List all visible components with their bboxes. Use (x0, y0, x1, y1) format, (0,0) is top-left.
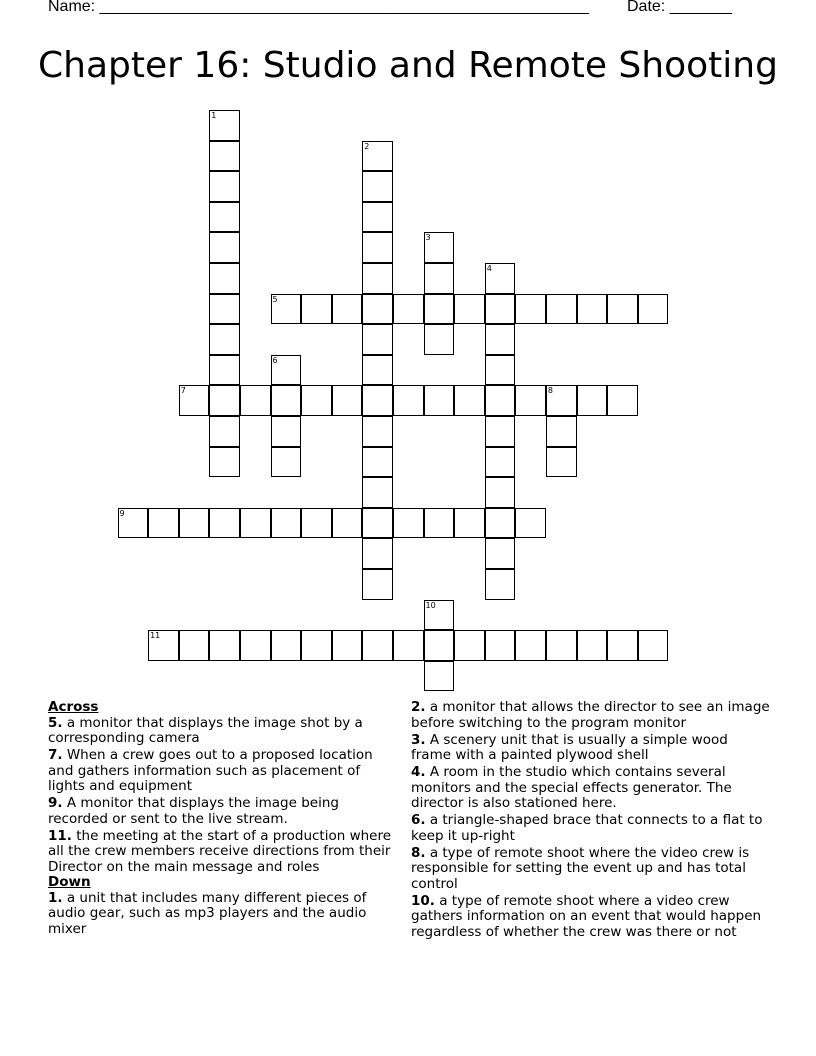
grid-cell[interactable] (607, 630, 638, 661)
grid-cell[interactable] (424, 508, 455, 539)
clue-number-label: 11 (150, 631, 161, 641)
grid-cell[interactable] (362, 416, 393, 447)
grid-cell[interactable] (179, 630, 210, 661)
grid-cell[interactable] (362, 171, 393, 202)
grid-cell[interactable] (209, 324, 240, 355)
clue-across-9 (48, 796, 398, 827)
grid-cell[interactable] (332, 630, 363, 661)
across-heading: Across (48, 699, 99, 715)
grid-cell[interactable] (301, 294, 332, 325)
grid-cell[interactable] (362, 324, 393, 355)
grid-cell[interactable] (362, 508, 393, 539)
grid-cell[interactable] (362, 630, 393, 661)
clue-number: 6. (411, 812, 426, 828)
clue-number-label: 8 (547, 386, 553, 396)
grid-cell[interactable] (362, 447, 393, 478)
grid-cell[interactable] (485, 355, 516, 386)
grid-cell[interactable] (424, 661, 455, 692)
grid-cell[interactable] (362, 232, 393, 263)
grid-cell[interactable] (485, 630, 516, 661)
clue-number-label: 1 (211, 111, 217, 120)
grid-cell[interactable] (362, 385, 393, 416)
grid-cell[interactable] (179, 508, 210, 539)
clue-down-3 (411, 733, 771, 764)
clue-text: A scenery unit that is usually a simple wood frame with a painted plywood shell (411, 731, 728, 763)
date-field[interactable]: Date: _______ (627, 0, 732, 15)
grid-cell[interactable] (424, 294, 455, 325)
grid-cell[interactable] (424, 324, 455, 355)
grid-cell[interactable] (424, 385, 455, 416)
grid-cell[interactable] (485, 477, 516, 508)
clue-down-8 (411, 846, 771, 893)
grid-cell[interactable] (362, 263, 393, 294)
grid-cell[interactable] (301, 508, 332, 539)
grid-cell[interactable] (332, 508, 363, 539)
grid-cell[interactable] (209, 263, 240, 294)
page-title: Chapter 16: Studio and Remote Shooting (38, 45, 778, 86)
clue-text: a type of remote shoot where the video crew is responsible for setting the event up and has total control (411, 844, 750, 892)
clue-number-label: 4 (486, 264, 492, 273)
clue-number: 1. (48, 889, 63, 906)
grid-cell[interactable] (332, 294, 363, 325)
clue-down-4 (411, 765, 771, 812)
grid-cell[interactable] (209, 508, 240, 539)
grid-cell[interactable] (362, 538, 393, 569)
grid-cell[interactable] (271, 416, 302, 447)
grid-cell[interactable] (424, 600, 455, 631)
grid-cell[interactable] (546, 630, 577, 661)
grid-cell[interactable] (393, 508, 424, 539)
grid-cell[interactable] (271, 630, 302, 661)
grid-cell[interactable] (515, 385, 546, 416)
grid-cell[interactable] (332, 385, 363, 416)
grid-cell[interactable] (209, 232, 240, 263)
down-heading: Down (48, 874, 91, 890)
grid-cell[interactable] (301, 385, 332, 416)
clue-number-label: 10 (425, 600, 436, 610)
grid-cell[interactable] (546, 294, 577, 325)
grid-cell[interactable] (454, 294, 485, 325)
grid-cell[interactable] (454, 508, 485, 539)
grid-cell[interactable] (546, 416, 577, 447)
grid-cell[interactable] (209, 171, 240, 202)
clue-number-label: 9 (119, 508, 125, 518)
clue-number-label: 5 (272, 294, 278, 304)
grid-cell[interactable] (515, 630, 546, 661)
grid-cell[interactable] (577, 294, 608, 325)
grid-cell[interactable] (209, 385, 240, 416)
grid-cell[interactable] (209, 630, 240, 661)
grid-cell[interactable] (485, 569, 516, 600)
clue-number: 9. (48, 795, 63, 811)
grid-cell[interactable] (179, 385, 210, 416)
clue-text: When a crew goes out to a proposed location and gathers information such as placement of lights and equipment (48, 747, 373, 794)
grid-cell[interactable] (240, 385, 271, 416)
grid-cell[interactable] (240, 630, 271, 661)
grid-cell[interactable] (485, 508, 516, 539)
grid-cell[interactable] (148, 508, 179, 539)
grid-cell[interactable] (424, 263, 455, 294)
grid-cell[interactable] (485, 263, 516, 294)
grid-cell[interactable] (393, 294, 424, 325)
clue-down-10 (411, 894, 771, 941)
clue-text: A room in the studio which contains several monitors and the special effects generator. The director is also stationed here. (411, 764, 732, 811)
grid-cell[interactable] (271, 447, 302, 478)
grid-cell[interactable] (638, 294, 669, 325)
grid-cell[interactable] (271, 355, 302, 386)
grid-cell[interactable] (362, 202, 393, 233)
grid-cell[interactable] (362, 477, 393, 508)
grid-cell[interactable] (485, 294, 516, 325)
clue-across-7 (48, 748, 398, 795)
grid-cell[interactable] (485, 385, 516, 416)
clue-number: 11. (48, 827, 72, 844)
clue-across-11 (48, 829, 398, 876)
clue-number: 8. (411, 844, 426, 861)
clues-right-column (411, 700, 771, 942)
grid-cell[interactable] (148, 630, 179, 661)
clue-number-label: 3 (425, 233, 431, 243)
clue-number-label: 6 (272, 355, 278, 365)
clue-text: A monitor that displays the image being recorded or sent to the live stream. (48, 795, 339, 827)
grid-cell[interactable] (393, 630, 424, 661)
grid-cell[interactable] (362, 355, 393, 386)
clue-down-2 (411, 700, 771, 731)
clue-text: a unit that includes many different pieces of audio gear, such as mp3 players and the audio mixer (48, 889, 367, 937)
clue-number: 7. (48, 747, 63, 763)
grid-cell[interactable] (271, 508, 302, 539)
grid-cell[interactable] (209, 355, 240, 386)
grid-cell[interactable] (485, 447, 516, 478)
grid-cell[interactable] (577, 630, 608, 661)
grid-cell[interactable] (424, 630, 455, 661)
name-field[interactable]: Name: _______________________________________________________ (48, 0, 589, 15)
grid-cell[interactable] (393, 385, 424, 416)
grid-cell[interactable] (485, 416, 516, 447)
grid-cell[interactable] (209, 416, 240, 447)
grid-cell[interactable] (209, 447, 240, 478)
clue-number: 2. (411, 699, 426, 715)
grid-cell[interactable] (240, 508, 271, 539)
grid-cell[interactable] (546, 385, 577, 416)
grid-cell[interactable] (424, 232, 455, 263)
grid-cell[interactable] (638, 630, 669, 661)
clue-number-label: 2 (364, 141, 370, 151)
grid-cell[interactable] (362, 141, 393, 172)
grid-cell[interactable] (209, 294, 240, 325)
grid-cell[interactable] (485, 324, 516, 355)
grid-cell[interactable] (118, 508, 149, 539)
grid-cell[interactable] (271, 385, 302, 416)
grid-cell[interactable] (209, 202, 240, 233)
clue-text: the meeting at the start of a production where all the crew members receive directions from their Director on the main message and roles (48, 827, 392, 875)
clue-number-label: 7 (180, 386, 186, 396)
grid-cell[interactable] (301, 630, 332, 661)
grid-cell[interactable] (454, 385, 485, 416)
clue-text: a monitor that allows the director to see an image before switching to the program monitor (411, 699, 770, 731)
grid-cell[interactable] (271, 294, 302, 325)
grid-cell[interactable] (454, 630, 485, 661)
clue-down-1 (48, 891, 398, 938)
grid-cell[interactable] (546, 447, 577, 478)
clue-down-6 (411, 813, 771, 844)
grid-cell[interactable] (209, 141, 240, 172)
clue-number: 3. (411, 731, 426, 748)
grid-cell[interactable] (485, 538, 516, 569)
clues-left-column (48, 700, 398, 939)
grid-cell[interactable] (607, 385, 638, 416)
clue-number: 10. (411, 892, 435, 909)
grid-cell[interactable] (607, 294, 638, 325)
clue-number: 4. (411, 764, 426, 780)
grid-cell[interactable] (515, 508, 546, 539)
clue-number: 5. (48, 714, 63, 731)
grid-cell[interactable] (362, 569, 393, 600)
clue-text: a triangle-shaped brace that connects to a flat to keep it up-right (411, 812, 763, 844)
grid-cell[interactable] (362, 294, 393, 325)
clue-text: a type of remote shoot where a video crew gathers information on an event that would happen regardless of whether the crew was there or not (411, 892, 762, 940)
grid-cell[interactable] (515, 294, 546, 325)
clue-across-5 (48, 716, 398, 747)
grid-cell[interactable] (209, 110, 240, 141)
clue-text: a monitor that displays the image shot by a corresponding camera (48, 714, 363, 746)
grid-cell[interactable] (577, 385, 608, 416)
